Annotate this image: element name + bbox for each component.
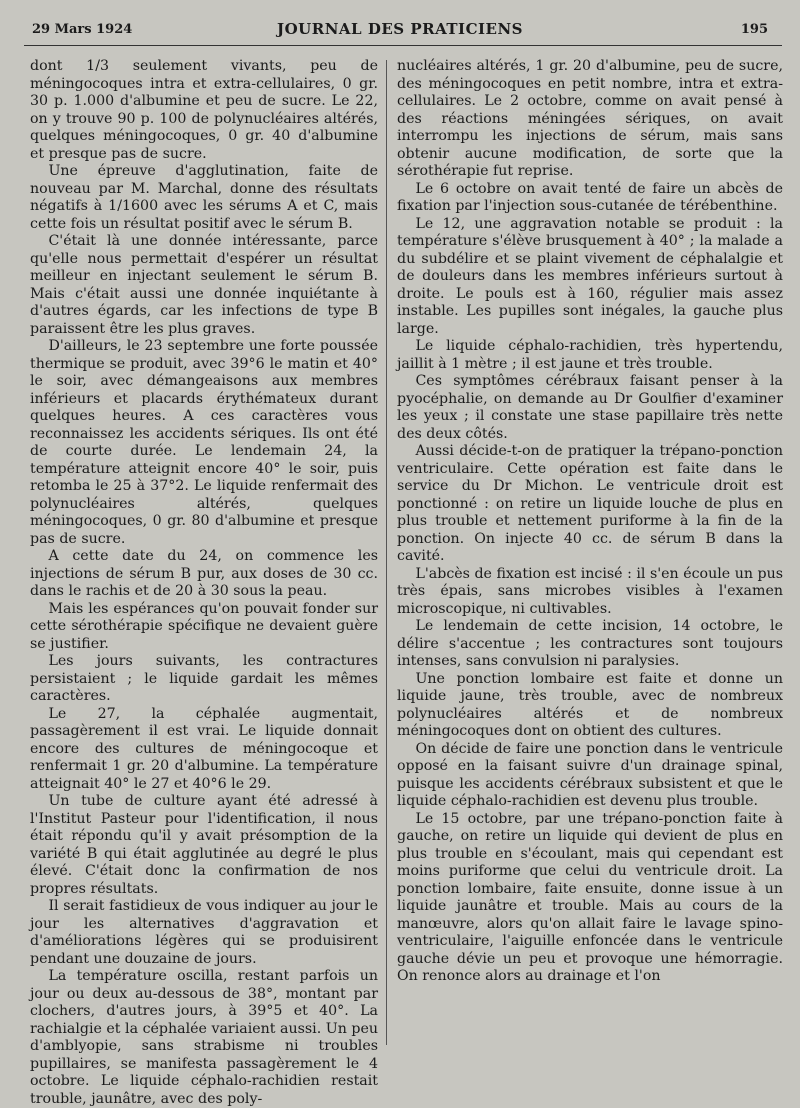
paragraph: Le 12, une aggravation notable se produit : la température s'élève brusquement à 40° ; la malade a du subdélire et se plaint vivement de céphalalgie et de douleurs dans les membres inférieurs surtout à droite. Le pouls est à 160, régulier mais assez instable. Les pupilles sont inégales, la gauche plus large. <box>397 215 783 337</box>
header-rule <box>24 45 782 46</box>
paragraph: Le 15 octobre, par une trépano-ponction faite à gauche, on retire un liquide qui devient de plus en plus trouble en s'écoulant, mais qui cependant est moins puriforme que celui du ventricule droit. La ponction lombaire, faite ensuite, donne issue à un liquide jaunâtre et trouble. Mais au cours de la manœuvre, alors qu'on allait faire le lavage spino-ventriculaire, l'aiguille enfoncée dans le ventricule gauche dévie un peu et provoque une hémorragie. On renonce alors au drainage et l'on <box>397 810 783 984</box>
column-divider <box>386 60 387 1045</box>
left-column <box>30 58 378 1108</box>
paragraph: Le 27, la céphalée augmentait, passagèrement il est vrai. Le liquide donnait encore des cultures de méningocoque et renfermait 1 gr. 20 d'albumine. La température atteignait 40° le 27 et 40°6 le 29. <box>30 705 378 792</box>
paragraph: Le 6 octobre on avait tenté de faire un abcès de fixation par l'injection sous-cutanée de térébenthine. <box>397 180 783 214</box>
paragraph: nucléaires altérés, 1 gr. 20 d'albumine, peu de sucre, des méningocoques en petit nombre, intra et extra-cellulaires. Le 2 octobre, comme on avait pensé à des réactions méningées sériques, on avait interrompu les injections de sérum, mais sans obtenir aucune modification, de sorte que la sérothérapie fut reprise. <box>397 58 783 179</box>
paragraph: Le liquide céphalo-rachidien, très hypertendu, jaillit à 1 mètre ; il est jaune et très trouble. <box>397 338 783 372</box>
paragraph: Ces symptômes cérébraux faisant penser à la pyocéphalie, on demande au Dr Goulfier d'examiner les yeux ; il constate une stase papillaire très nette des deux côtés. <box>397 373 783 442</box>
paragraph: C'était là une donnée intéressante, parce qu'elle nous permettait d'espérer un résultat meilleur en injectant seulement le sérum B. Mais c'était aussi une donnée inquiétante à d'autres égards, car les infections de type B paraissent être les plus graves. <box>30 233 378 337</box>
paragraph: Les jours suivants, les contractures persistaient ; le liquide gardait les mêmes caractères. <box>30 653 378 704</box>
paragraph: dont 1/3 seulement vivants, peu de méningocoques intra et extra-cellulaires, 0 gr. 30 p. 1.000 d'albumine et peu de sucre. Le 22, on y trouve 90 p. 100 de polynucléaires altérés, quelques méningocoques, 0 gr. 40 d'albumine et presque pas de sucre. <box>30 58 378 162</box>
issue-date: 29 Mars 1924 <box>32 22 133 37</box>
paragraph: On décide de faire une ponction dans le ventricule opposé en la faisant suivre d'un drainage spinal, puisque les accidents cérébraux subsistent et que le liquide céphalo-rachidien est devenu plus trouble. <box>397 740 783 809</box>
paragraph: Aussi décide-t-on de pratiquer la trépano-ponction ventriculaire. Cette opération est faite dans le service du Dr Michon. Le ventricule droit est ponctionné : on retire un liquide louche de plus en plus trouble et nettement puriforme à la fin de la ponction. On injecte 40 cc. de sérum B dans la cavité. <box>397 443 783 564</box>
paragraph: Une ponction lombaire est faite et donne un liquide jaune, très trouble, avec de nombreux polynucléaires altérés et de nombreux méningocoques dont on obtient des cultures. <box>397 670 783 739</box>
page-number: 195 <box>740 22 768 37</box>
paragraph: D'ailleurs, le 23 septembre une forte poussée thermique se produit, avec 39°6 le matin et 40° le soir, avec démangeaisons aux membres inférieurs et placards érythémateux durant quelques heures. A ces caractères vous reconnaissez les accidents sériques. Ils ont été de courte durée. Le lendemain 24, la température atteignit encore 40° le soir, puis retomba le 25 à 37°2. Le liquide renfermait des polynucléaires altérés, quelques méningocoques, 0 gr. 80 d'albumine et presque pas de sucre. <box>30 338 378 547</box>
paragraph: A cette date du 24, on commence les injections de sérum B pur, aux doses de 30 cc. dans le rachis et de 20 à 30 sous la peau. <box>30 548 378 599</box>
paragraph: Le lendemain de cette incision, 14 octobre, le délire s'accentue ; les contractures sont toujours intenses, sans convulsion ni paralysies. <box>397 618 783 669</box>
journal-title: JOURNAL DES PRATICIENS <box>277 20 523 38</box>
paragraph: Il serait fastidieux de vous indiquer au jour le jour les alternatives d'aggravation et d'améliorations légères qui se produisirent pendant une douzaine de jours. <box>30 898 378 967</box>
paragraph: Une épreuve d'agglutination, faite de nouveau par M. Marchal, donne des résultats négatifs à 1/1600 avec les sérums A et C, mais cette fois un résultat positif avec le sérum B. <box>30 163 378 232</box>
paragraph: L'abcès de fixation est incisé : il s'en écoule un pus très épais, sans microbes visibles à l'examen microscopique, ni cultivables. <box>397 565 783 617</box>
paragraph: La température oscilla, restant parfois un jour ou deux au-dessous de 38°, montant par clochers, d'autres jours, à 39°5 et 40°. La rachialgie et la céphalée variaient aussi. Un peu d'amblyopie, sans strabisme ni troubles pupillaires, se manifesta passagèrement le 4 octobre. Le liquide céphalo-rachidien restait trouble, jaunâtre, avec des poly- <box>30 968 378 1107</box>
right-column <box>397 58 783 986</box>
paragraph: Un tube de culture ayant été adressé à l'Institut Pasteur pour l'identification, il nous était répondu qu'il y avait présomption de la variété B qui était agglutinée au degré le plus élevé. C'était donc la confirmation de nos propres résultats. <box>30 793 378 897</box>
page-header <box>0 0 800 50</box>
paragraph: Mais les espérances qu'on pouvait fonder sur cette sérothérapie spécifique ne devaient guère se justifier. <box>30 600 378 652</box>
